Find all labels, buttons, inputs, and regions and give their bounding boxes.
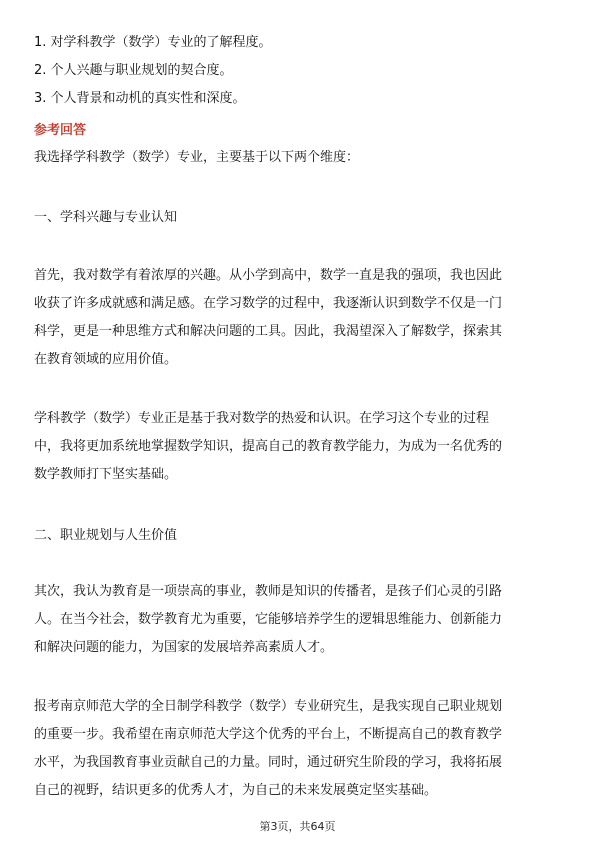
paragraph-4-line: 自己的视野，结识更多的优秀人才，为自己的未来发展奠定坚实基础。 [34, 783, 438, 798]
paragraph-1-line: 收获了许多成就感和满足感。在学习数学的过程中，我逐渐认识到数学不仅是一门 [34, 296, 503, 311]
paragraph-2-line: 数学教师打下坚实基础。 [34, 467, 178, 482]
criterion-3: 3. 个人背景和动机的真实性和深度。 [34, 91, 246, 106]
intro-text: 我选择学科教学（数学）专业，主要基于以下两个维度： [34, 150, 360, 165]
paragraph-3-line: 和解决问题的能力，为国家的发展培养高素质人才。 [34, 640, 334, 655]
paragraph-4-line: 水平，为我国教育事业贡献自己的力量。同时，通过研究生阶段的学习，我将拓展 [34, 755, 503, 770]
paragraph-3-line: 人。在当今社会，数学教育尤为重要，它能够培养学生的逻辑思维能力、创新能力 [34, 612, 503, 627]
section-heading-1: 一、学科兴趣与专业认知 [34, 210, 178, 225]
paragraph-4-line: 的重要一步。我希望在南京师范大学这个优秀的平台上，不断提高自己的教育教学 [34, 727, 503, 742]
paragraph-1-line: 首先，我对数学有着浓厚的兴趣。从小学到高中，数学一直是我的强项，我也因此 [34, 268, 503, 283]
paragraph-4-line: 报考南京师范大学的全日制学科教学（数学）专业研究生，是我实现自己职业规划 [34, 699, 503, 714]
paragraph-3-line: 其次，我认为教育是一项崇高的事业，教师是知识的传播者，是孩子们心灵的引路 [34, 584, 503, 599]
page-number: 第3页，共64页 [259, 820, 336, 833]
criterion-2: 2. 个人兴趣与职业规划的契合度。 [34, 63, 233, 78]
criterion-1: 1. 对学科教学（数学）专业的了解程度。 [34, 35, 272, 50]
paragraph-1-line: 科学，更是一种思维方式和解决问题的工具。因此，我渴望深入了解数学，探索其 [34, 324, 503, 339]
paragraph-2-line: 学科教学（数学）专业正是基于我对数学的热爱和认识。在学习这个专业的过程 [34, 411, 490, 426]
paragraph-2-line: 中，我将更加系统地掌握数学知识，提高自己的教育教学能力，为成为一名优秀的 [34, 439, 503, 454]
paragraph-1-line: 在教育领域的应用价值。 [34, 352, 178, 367]
section-heading-2: 二、职业规划与人生价值 [34, 528, 178, 543]
answer-label: 参考回答 [34, 123, 87, 138]
